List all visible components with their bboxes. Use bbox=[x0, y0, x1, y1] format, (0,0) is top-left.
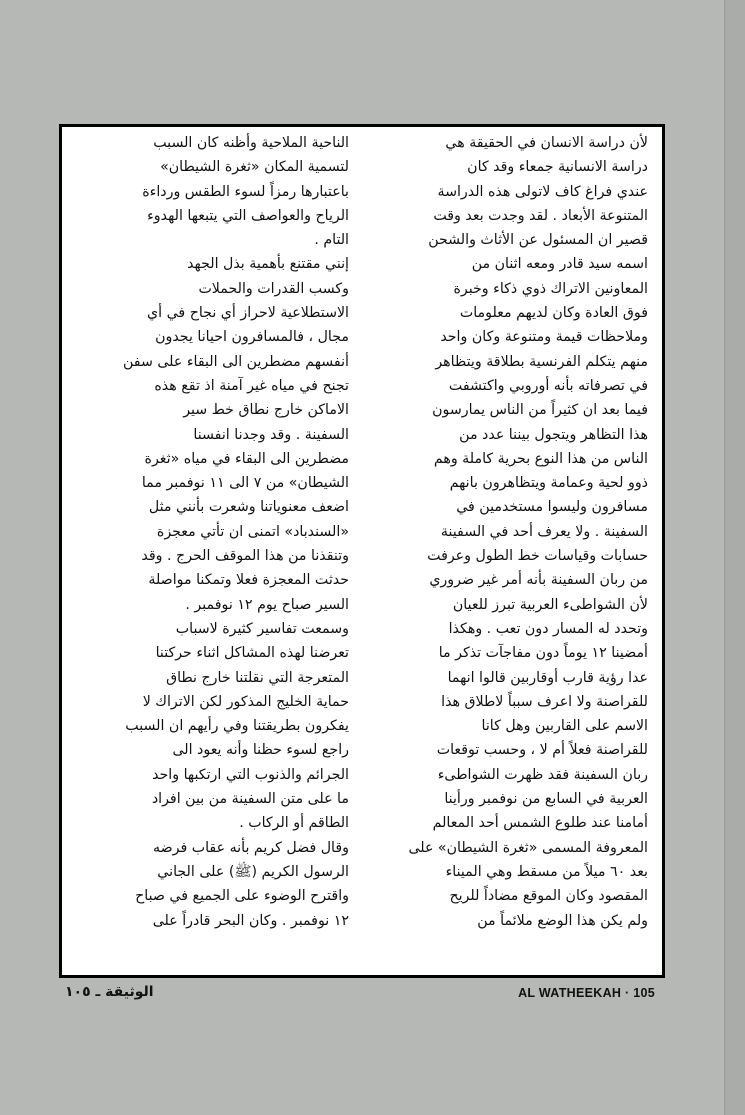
article-frame bbox=[59, 124, 665, 978]
page-footer bbox=[59, 984, 665, 1008]
arabic-page-folio: الوثيقة ـ ١٠٥ bbox=[65, 984, 154, 1000]
text-column-left bbox=[78, 131, 349, 933]
paragraph: وقال فضل كريم بأنه عقاب فرضه الرسول الكريم (ﷺ) على الجاني واقترح الوضوء على الجميع في صباح ١٢ نوفمبر . وكان البحر قادراً على bbox=[135, 839, 349, 929]
paragraph: وسمعت تفاسير كثيرة لاسباب تعرضنا لهذه المشاكل اثناء حركتنا المتعرجة التي نقلتنا خارج نطاق حماية الخليج المذكور لكن الاتراك لا يفكرون بطريقتنا وفي رأيهم ان السبب راجع لسوء حظنا وأنه يعود الى الجرائم والذنوب التي ارتكبها واحد ما على متن السفينة من بين افراد الطاقم أو الركاب . bbox=[125, 620, 349, 832]
paragraph: إنني مقتنع بأهمية بذل الجهد وكسب القدرات والحملات الاستطلاعية لاحراز أي نجاح في أي مجال ، فالمسافرون احيانا يجدون أنفسهم مضطرين الى البقاء على سفن تجنح في مياه غير آمنة اذ تقع هذه الاماكن خارج نطاق خط سير السفينة . وقد وجدنا انفسنا مضطرين الى البقاء في مياه «ثغرة الشيطان» من ٧ الى ١١ نوفمبر مما اضعف معنوياتنا وشعرت بأنني مثل «السندباد» اتمنى ان تأتي معجزة وتنقذنا من هذا الموقف الحرج . وقد حدثت المعجزة فعلا وتمكنا مواصلة السير صباح يوم ١٢ نوفمبر . bbox=[122, 256, 349, 613]
text-column-right bbox=[377, 131, 648, 933]
page-edge-shadow bbox=[724, 0, 745, 1115]
paragraph: لأن دراسة الانسان في الحقيقة هي دراسة الانسانية جمعاء وقد كان عندي فراغ كاف لاتولى هذه الدراسة المتنوعة الأبعاد . لقد وجدت بعد وقت قصير ان المسئول عن الأثاث والشحن اسمه سيد قادر ومعه اثنان من المعاونين الاتراك ذوي ذكاء وخبرة فوق العادة وكان لديهم معلومات وملاحظات قيمة ومتنوعة وكان واحد منهم يتكلم الفرنسية بطلاقة ويتظاهر في تصرفاته بأنه أوروبي واكتشفت فيما بعد ان كثيراً من الناس يمارسون هذا التظاهر ويتجول بيننا عدد من الناس من هذا النوع بحرية كاملة وهم ذوو لحية وعمامة ويتظاهرون بانهم مسافرون وليسوا مستخدمين في السفينة . ولا يعرف أحد في السفينة حسابات وقياسات خط الطول وعرفت من ربان السفينة بأنه أمر غير ضروري لأن الشواطىء العربية تبرز للعيان وتحدد له المسار دون تعب . وهكذا أمضينا ١٢ يوماً دون مفاجآت تذكر ما عدا رؤية قارب أوقاربين قالوا انهما للقراصنة ولا اعرف سبباً لاطلاق هذا الاسم على القاربين وهل كانا للقراصنة فعلاً أم لا ، وحسب توقعات ربان السفينة فقد ظهرت الشواطىء العربية في السابع من نوفمبر ورأينا أمامنا عند طلوع الشمس أحد المعالم المعروفة المسمى «ثغرة الشيطان» على بعد ٦٠ ميلاً من مسقط وهي الميناء المقصود وكان الموقع مضاداً للريح ولم يكن هذا الوضع ملائماً من bbox=[408, 135, 648, 929]
latin-page-folio: AL WATHEEKAH · 105 bbox=[518, 986, 655, 1000]
paragraph: الناحية الملاحية وأظنه كان السبب لتسمية المكان «ثغرة الشيطان» باعتبارها رمزاً لسوء الطقس ورداءة الرياح والعواصف التي يتبعها الهدوء التام . bbox=[142, 135, 349, 249]
